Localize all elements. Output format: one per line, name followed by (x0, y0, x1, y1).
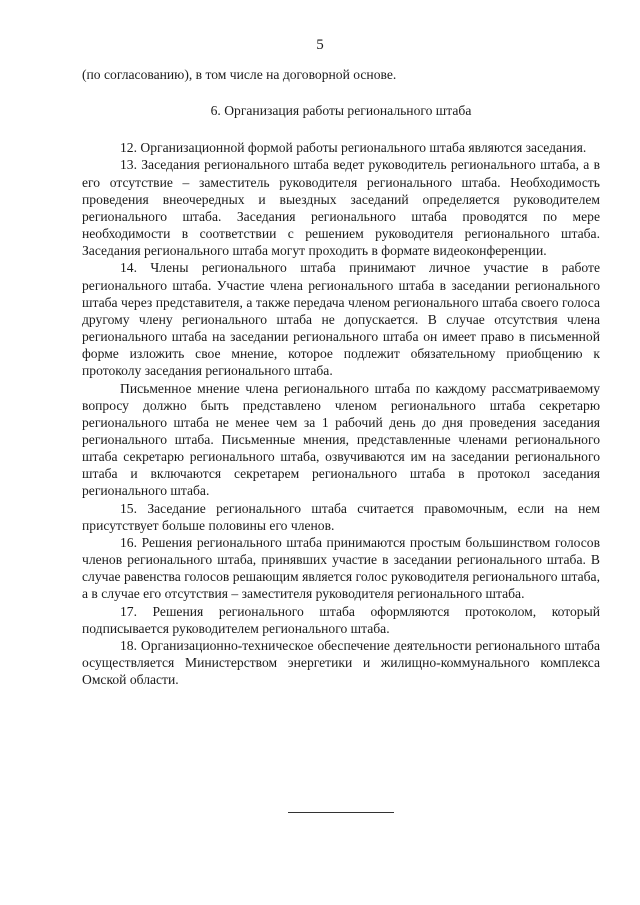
continuation-text: (по согласованию), в том числе на договорной основе. (82, 67, 397, 82)
paragraph-15: 15. Заседание регионального штаба считается правомочным, если на нем присутствует больше половины его членов. (82, 500, 600, 533)
paragraph-14-written-opinion: Письменное мнение члена регионального штаба по каждому рассматриваемому вопросу должно быть представлено членом регионального штаба секретарю регионального штаба не менее чем за 1 рабочий день до дня проведения заседания регионального штаба. Письменные мнения, представленные членами регионального штаба секретарю регионального штаба, озвучиваются им на заседании регионального штаба и включаются секретарем регионального штаба в протокол заседания регионального штаба. (82, 380, 600, 499)
paragraph-14: 14. Члены регионального штаба принимают личное участие в работе регионального штаба. Участие члена регионального штаба в заседании регионального штаба через представителя, а также передача членом регионального штаба своего голоса другому члену регионального штаба не допускается. В случае отсутствия члена регионального штаба на заседании регионального штаба он имеет право в письменной форме изложить свое мнение, которое подлежит обязательному приобщению к протоколу заседания регионального штаба. (82, 260, 600, 379)
paragraph-18: 18. Организационно-техническое обеспечение деятельности регионального штаба осуществляется Министерством энергетики и жилищно-коммунального комплекса Омской области. (82, 637, 600, 688)
page-number: 5 (316, 37, 324, 53)
document-body (82, 66, 600, 688)
paragraph-12: 12. Организационной формой работы регионального штаба являются заседания. (120, 140, 587, 156)
paragraph-13: 13. Заседания регионального штаба ведет руководитель регионального штаба, а в его отсутствие – заместитель руководителя регионального штаба. Необходимость проведения внеочередных и выездных заседаний определяется руководителем регионального штаба. Заседания регионального штаба проводятся по мере необходимости в соответствии с решением руководителя регионального штаба. Заседания регионального штаба могут проходить в формате видеоконференции. (82, 157, 600, 259)
paragraph-16: 16. Решения регионального штаба принимаются простым большинством голосов членов регионального штаба, принявших участие в заседании регионального штаба. В случае равенства голосов решающим является голос руководителя регионального штаба, а в случае его отсутствия – заместителя руководителя регионального штаба. (82, 534, 600, 602)
paragraph-17: 17. Решения регионального штаба оформляются протоколом, который подписывается руководителем регионального штаба. (82, 603, 600, 636)
section-heading: 6. Организация работы регионального штаба (210, 103, 472, 119)
end-of-document-rule (288, 812, 394, 813)
